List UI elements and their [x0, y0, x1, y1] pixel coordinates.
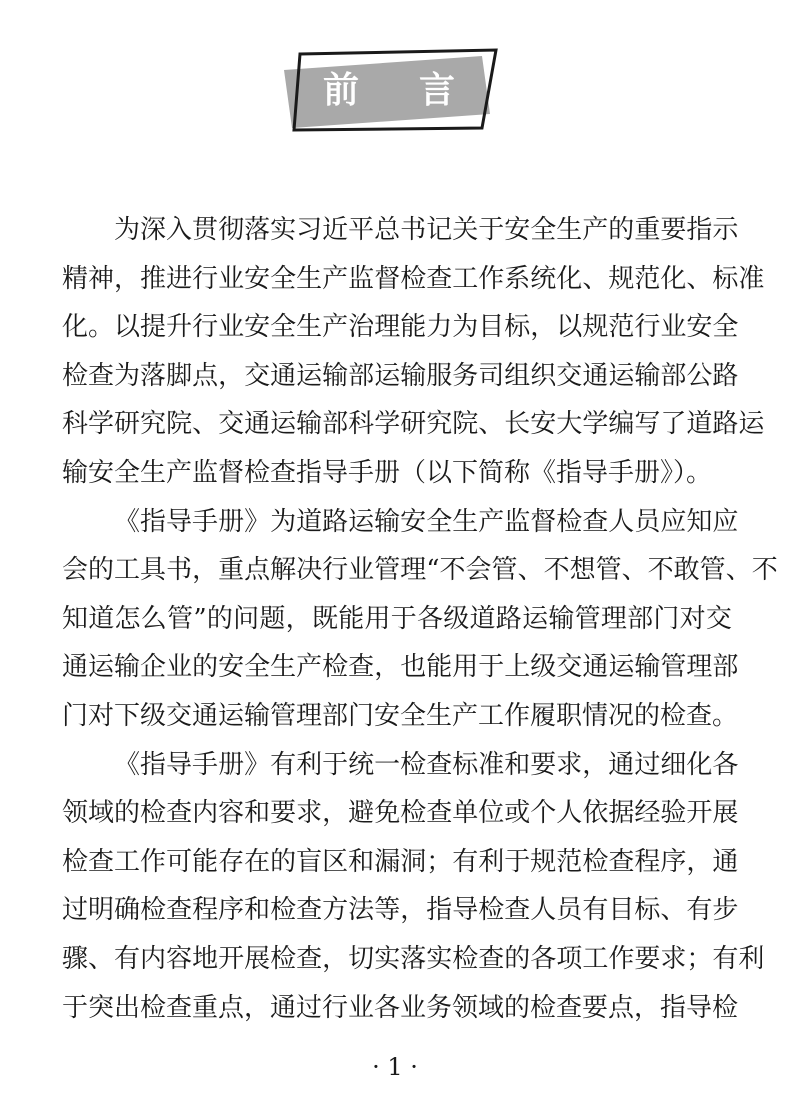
text-line: 过 明 确 检 查 程 序 和 检 查 方 法 等 ， 指 导 检 查 人 员 有 目 标 、 有 步	[62, 895, 739, 926]
text-line: 精 神 ， 推 进 行 业 安 全 生 产 监 督 检 查 工 作 系 统 化 、 规 范 化 、 标 准	[62, 263, 765, 294]
text-line: 门对下级交通运输管理部门安全生产工作履职情况的检查。	[62, 700, 739, 731]
text-line: 知 道 怎 么 管 ” 的 问 题 ， 既 能 用 于 各 级 道 路 运 输 管 理 部 门 对 交	[62, 603, 732, 634]
preface-body	[62, 206, 778, 1032]
text-line: 输安全生产监督检查指导手册（以下简称《指导手册》）。	[62, 457, 713, 488]
paragraph	[62, 741, 765, 1033]
page-number: · 1 ·	[372, 1053, 418, 1081]
page-title	[278, 48, 500, 134]
text-line: 骤 、 有 内 容 地 开 展 检 查 ， 切 实 落 实 检 查 的 各 项 工 作 要 求 ； 有 利	[62, 943, 765, 974]
preface-title-badge	[278, 48, 500, 134]
text-line: 领 域 的 检 查 内 容 和 要 求 ， 避 免 检 查 单 位 或 个 人 依 据 经 验 开 展	[62, 798, 739, 829]
text-line: 检 查 工 作 可 能 存 在 的 盲 区 和 漏 洞 ； 有 利 于 规 范 检 查 程 序 ， 通	[62, 846, 739, 877]
text-line: 通 运 输 企 业 的 安 全 生 产 检 查 ， 也 能 用 于 上 级 交 通 运 输 管 理 部	[62, 652, 739, 683]
paragraph	[62, 206, 765, 498]
text-line: 《 指 导 手 册 》 有 利 于 统 一 检 查 标 准 和 要 求 ， 通 过 细 化 各	[114, 749, 739, 780]
title-char-2: 言	[419, 70, 456, 111]
title-char-1: 前	[322, 70, 359, 111]
text-line: 会 的 工 具 书 ， 重 点 解 决 行 业 管 理 “ 不 会 管 、 不 想 管 、 不 敢 管 、 不	[62, 555, 778, 586]
text-line: 《 指 导 手 册 》 为 道 路 运 输 安 全 生 产 监 督 检 查 人 员 应 知 应	[114, 506, 739, 537]
text-line: 为 深 入 贯 彻 落 实 习 近 平 总 书 记 关 于 安 全 生 产 的 重 要 指 示	[114, 215, 739, 245]
text-line: 科 学 研 究 院 、 交 通 运 输 部 科 学 研 究 院 、 长 安 大 学 编 写 了 道 路 运	[62, 409, 765, 440]
text-line: 化 。 以 提 升 行 业 安 全 生 产 治 理 能 力 为 目 标 ， 以 规 范 行 业 安 全	[62, 312, 739, 343]
text-line: 于突出检查重点，通过行业各业务领域的检查要点，指导检	[62, 992, 739, 1023]
text-line: 检 查 为 落 脚 点 ， 交 通 运 输 部 运 输 服 务 司 组 织 交 通 运 输 部 公 路	[62, 360, 739, 391]
paragraph	[62, 498, 778, 741]
